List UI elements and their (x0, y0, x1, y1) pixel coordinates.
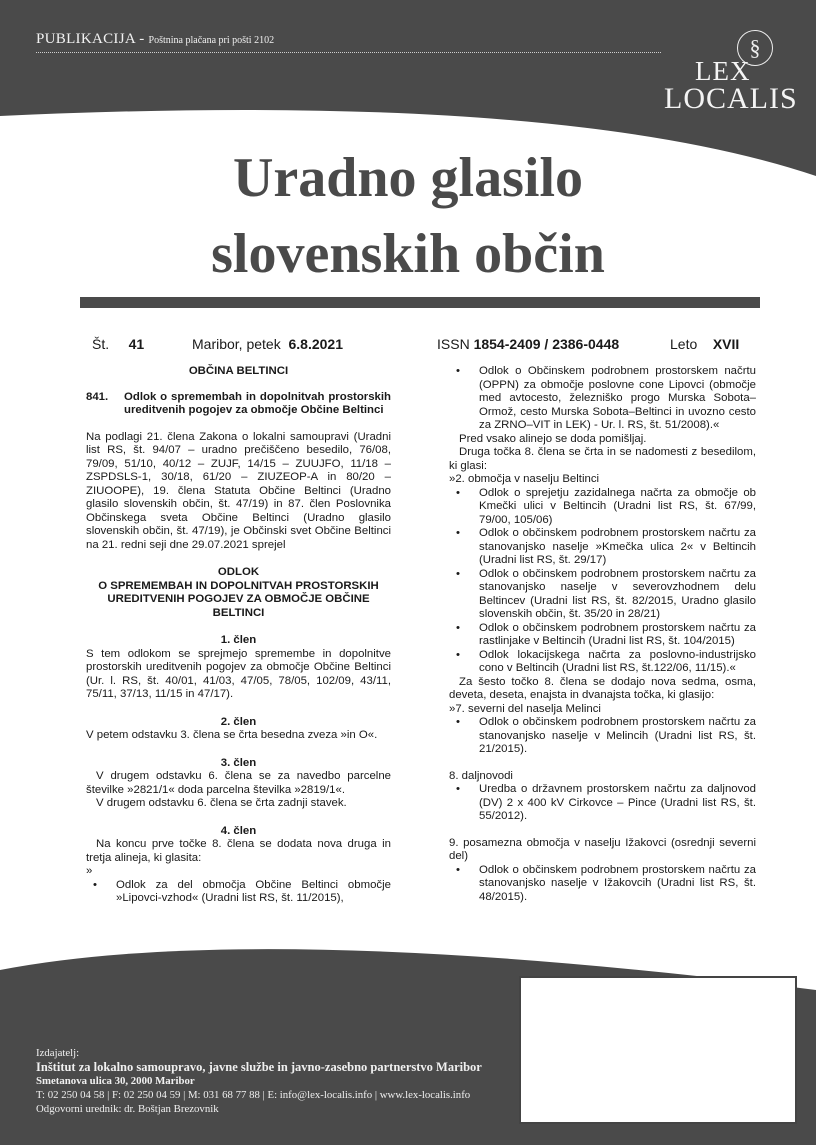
quote-open: » (86, 865, 93, 877)
publisher-name: Inštitut za lokalno samoupravo, javne službe in javno-zasebno partnerstvo Maribor (36, 1060, 482, 1074)
bullet-icon: • (456, 365, 460, 377)
preamble: Na podlagi 21. člena Zakona o lokalni samoupravi (Uradni list RS, št. 94/07 – uradno prečiščeno besedilo, 76/08, 79/09, 51/10, 40/12 – ZUJF, 14/15 – ZUUJFO, 11/18 – ZSPDSLS-1, 30/18, 61/20 – ZIUZEOP-A in 80/20 – ZIUOOPE), 19. člena Statuta Občine Beltinci (Uradno glasilo slovenskih občin, št. 47/19) in 87. člen Poslovnika Občinskega sveta Občine Beltinci (Uradno glasilo slovenskih občin, št. 47/19), je Občinski svet Občine Beltinci na 21. redni seji dne 29.07.2021 sprejel (86, 430, 391, 551)
entry-number: 841. (86, 390, 109, 403)
odlok-title: O SPREMEMBAH IN DOPOLNITVAH PROSTORSKIH UREDITVENIH POGOJEV ZA OBMOČJE OBČINE BELTINCI (98, 579, 379, 619)
point-heading: »2. območja v naselju Beltinci (449, 473, 600, 485)
text-line: Za šesto točko 8. člena se dodajo nova sedma, osma, deveta, deseta, enajsta in dvanajsta točka, ki glasijo: (449, 675, 756, 701)
section-heading: OBČINA BELTINCI (188, 365, 289, 377)
list-item: • Odlok o Občinskem podrobnem prostorskem načrtu (OPPN) za območje poslovne cone Lipovci (območje med avtocesto, železniško progo Murska Sobota–Ormož, cesto Murska Sobota–Beltinci in uvozno cesto za ZRNO–VIT in LEK) - Ur. l. RS, št. 51/2008).« (449, 365, 756, 433)
list-item: • Uredba o državnem prostorskem načrtu za daljnovod (DV) 2 x 400 kV Cirkovce – Pince (Uradni list RS, št. 55/2012). (449, 783, 756, 824)
page-title-line2: slovenskih občin (211, 223, 605, 285)
publisher-contacts: T: 02 250 04 58 | F: 02 250 04 59 | M: 031 68 77 88 | E: info@lex-localis.info | www.lex-localis.info (36, 1089, 471, 1101)
publisher-label: Izdajatelj: (36, 1047, 80, 1059)
bullet-icon: • (456, 567, 460, 580)
bullet-icon: • (456, 527, 460, 539)
editor: Odgovorni urednik: dr. Boštjan Brezovnik (36, 1103, 219, 1115)
list-item: • Odlok o občinskem podrobnem prostorskem načrtu za stanovanjsko naselje »Kmečka ulica 2« v Beltincih (Uradni list RS, št. 29/17) (449, 527, 756, 568)
issue-number: Št. 41 (92, 336, 145, 352)
clen2-text: V petem odstavku 3. člena se črta besedna zveza »in O«. (86, 729, 378, 741)
list-item: • Odlok o občinskem podrobnem prostorskem načrtu za stanovanjsko naselje v Ižakovcih (Uradni list RS, št. 48/2015). (449, 864, 756, 905)
list-item: • Odlok za del območja Občine Beltinci območje »Lipovci-vzhod« (Uradni list RS, št. 11/2015), (86, 879, 391, 906)
bullet-icon: • (456, 648, 460, 661)
clen2-heading: 2. člen (220, 715, 257, 728)
list-item: • Odlok lokacijskega načrta za poslovno-industrijsko cono v Beltincih (Uradni list RS, št.122/06, 11/15).« (449, 649, 756, 676)
point-heading: »7. severni del naselja Melinci (449, 702, 601, 715)
section-sign-icon: § (737, 30, 773, 66)
bullet-icon: • (93, 878, 97, 891)
bullet-icon: • (456, 716, 460, 728)
issue-date: Maribor, petek 6.8.2021 (192, 336, 343, 352)
postage-note: Poštnina plačana pri pošti 2102 (148, 35, 275, 46)
text-line: Pred vsako alinejo se doda pomišljaj. (459, 432, 647, 445)
odlok-heading: ODLOK (217, 566, 260, 578)
footer-box (519, 976, 797, 1124)
clen3-text1: V drugem odstavku 6. člena se za navedbo parcelne številke »2821/1« doda parcelna številka »2819/1«. (86, 770, 391, 796)
publication-label: PUBLIKACIJA - Poštnina plačana pri pošti 2102 (36, 31, 275, 47)
list-item: • Odlok o občinskem podrobnem prostorskem načrtu za stanovanjsko naselje v severovzhodnem delu Beltincev (Uradni list RS, št. 82/2015, Uradno glasilo slovenskih občin, št. 35/20 in 28/21) (449, 568, 756, 622)
clen1-heading: 1. člen (220, 634, 257, 646)
page-title-line1: Uradno glasilo (232, 147, 584, 209)
point-heading: 9. posamezna območja v naselju Ižakovci (osrednji severni del) (449, 836, 756, 862)
entry-heading (86, 391, 391, 418)
clen3-text2: V drugem odstavku 6. člena se črta zadnji stavek. (96, 797, 347, 809)
issn: ISSN 1854-2409 / 2386-0448 (437, 336, 620, 352)
volume-year: Leto XVII (670, 336, 740, 352)
bullet-icon: • (456, 486, 460, 499)
right-column (449, 365, 756, 904)
clen3-heading: 3. člen (220, 756, 257, 769)
publisher-info (36, 1046, 482, 1116)
title-rule (80, 297, 760, 308)
entry-title: Odlok o spremembah in dopolnitvah prostorskih ureditvenih pogojev za območje Občine Beltinci (124, 390, 391, 416)
bullet-icon: • (456, 863, 460, 876)
point-heading: 8. daljnovodi (449, 769, 513, 782)
logo-localis: LOCALIS (664, 82, 798, 115)
list-item: • Odlok o občinskem podrobnem prostorskem načrtu za rastlinjake v Beltincih (Uradni list RS, št. 104/2015) (449, 622, 756, 649)
clen1-text: S tem odlokom se sprejmejo spremembe in dopolnitve prostorskih ureditvenih pogojev za območje Občine Beltinci (Ur. l. RS, št. 40/01, 41/03, 47/05, 78/05, 102/09, 43/11, 75/11, 37/13, 11/15 in 47/17). (86, 647, 391, 700)
clen4-heading: 4. člen (220, 824, 257, 837)
text-line: Druga točka 8. člena se črta in se nadomesti z besedilom, ki glasi: (449, 446, 756, 472)
bullet-icon: • (456, 621, 460, 634)
left-column (86, 365, 391, 906)
header-divider (36, 52, 661, 53)
clen4-text: Na koncu prve točke 8. člena se dodata nova druga in tretja alineja, ki glasita: (86, 838, 391, 864)
list-item: • Odlok o občinskem podrobnem prostorskem načrtu za stanovanjsko naselje v Melincih (Uradni list RS, št. 21/2015). (449, 716, 756, 757)
list-item: • Odlok o sprejetju zazidalnega načrta za območje ob Kmečki ulici v Beltincih (Uradni list RS, št. 67/99, 79/00, 105/06) (449, 487, 756, 528)
publisher-address: Smetanova ulica 30, 2000 Maribor (36, 1075, 195, 1087)
bullet-icon: • (456, 783, 460, 795)
logo-lex: LEX (695, 56, 751, 86)
